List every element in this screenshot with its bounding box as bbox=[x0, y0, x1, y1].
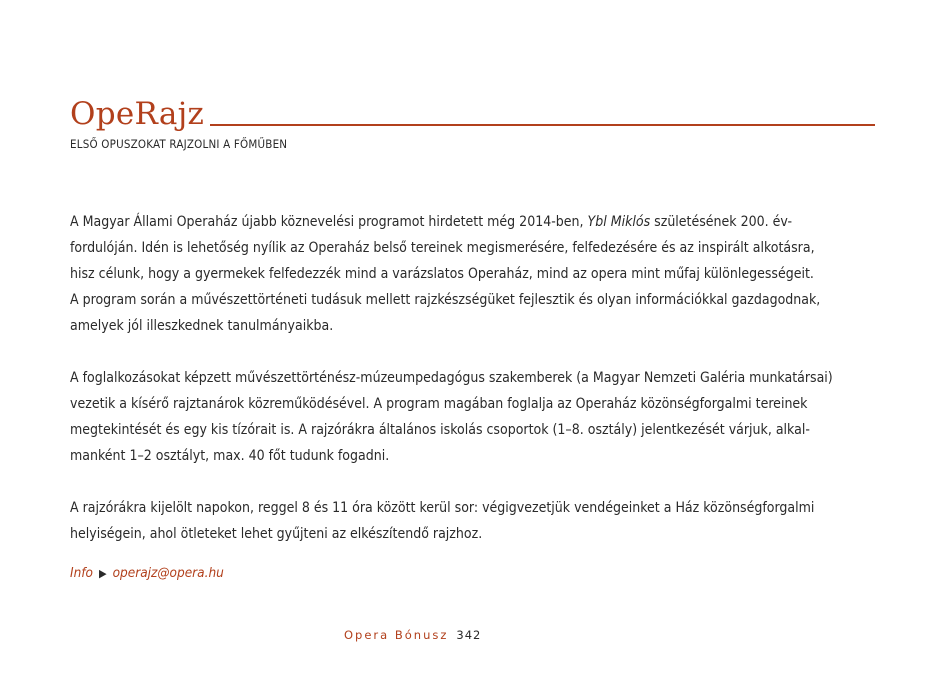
page-title: OpeRajz bbox=[70, 96, 205, 132]
body-line bbox=[70, 209, 875, 235]
body-text bbox=[70, 209, 875, 547]
paragraph-3 bbox=[70, 495, 875, 547]
text-segment: születésének 200. év- bbox=[650, 214, 792, 230]
email-link[interactable]: operajz@opera.hu bbox=[112, 565, 224, 581]
body-line: fordulóján. Idén is lehetőség nyílik az Operaház belső tereinek megismerésére, felfedezésére és az inspirált alkotásra, bbox=[70, 240, 815, 256]
page-footer bbox=[344, 628, 481, 642]
arrow-right-icon: ▶ bbox=[98, 567, 107, 580]
body-line: manként 1–2 osztályt, max. 40 főt tudunk fogadni. bbox=[70, 448, 390, 464]
body-line: helyiségein, ahol ötleteket lehet gyűjteni az elkészítendő rajzhoz. bbox=[70, 526, 483, 542]
page-number: 342 bbox=[456, 628, 482, 642]
body-line: A rajzórákra kijelölt napokon, reggel 8 és 11 óra között kerül sor: végigvezetjük vendégeinket a Ház közönségforgalmi bbox=[70, 500, 815, 516]
body-line: vezetik a kísérő rajztanárok közreműködésével. A program magában foglalja az Operaház közönségforgalmi tereinek bbox=[70, 396, 808, 412]
title-row bbox=[70, 90, 875, 130]
body-line: A program során a művészettörténeti tudásuk mellett rajzkészségüket fejlesztik és olyan információkkal gazdagodnak, bbox=[70, 292, 821, 308]
title-rule bbox=[210, 124, 875, 126]
body-line: megtekintését és egy kis tízórait is. A rajzórákra általános iskolás csoportok (1–8. osztály) jelentkezését várjuk, alkal- bbox=[70, 422, 810, 438]
info-line bbox=[70, 565, 224, 581]
text-segment: A Magyar Állami Operaház újabb köznevelési programot hirdetett még 2014-ben, bbox=[70, 214, 588, 230]
emphasized-name: Ybl Miklós bbox=[587, 214, 651, 230]
paragraph-1 bbox=[70, 209, 875, 339]
info-label: Info bbox=[70, 565, 93, 581]
page-subtitle: ELSŐ OPUSZOKAT RAJZOLNI A FŐMŰBEN bbox=[70, 137, 288, 151]
paragraph-2 bbox=[70, 365, 875, 469]
body-line: A foglalkozásokat képzett művészettörténész-múzeumpedagógus szakemberek (a Magyar Nemzeti Galéria munkatársai) bbox=[70, 370, 833, 386]
body-line: hisz célunk, hogy a gyermekek felfedezzék mind a varázslatos Operaház, mind az opera mint műfaj különlegességeit. bbox=[70, 266, 814, 282]
body-line: amelyek jól illeszkednek tanulmányaikba. bbox=[70, 318, 334, 334]
footer-label: Opera Bónusz bbox=[344, 628, 449, 642]
